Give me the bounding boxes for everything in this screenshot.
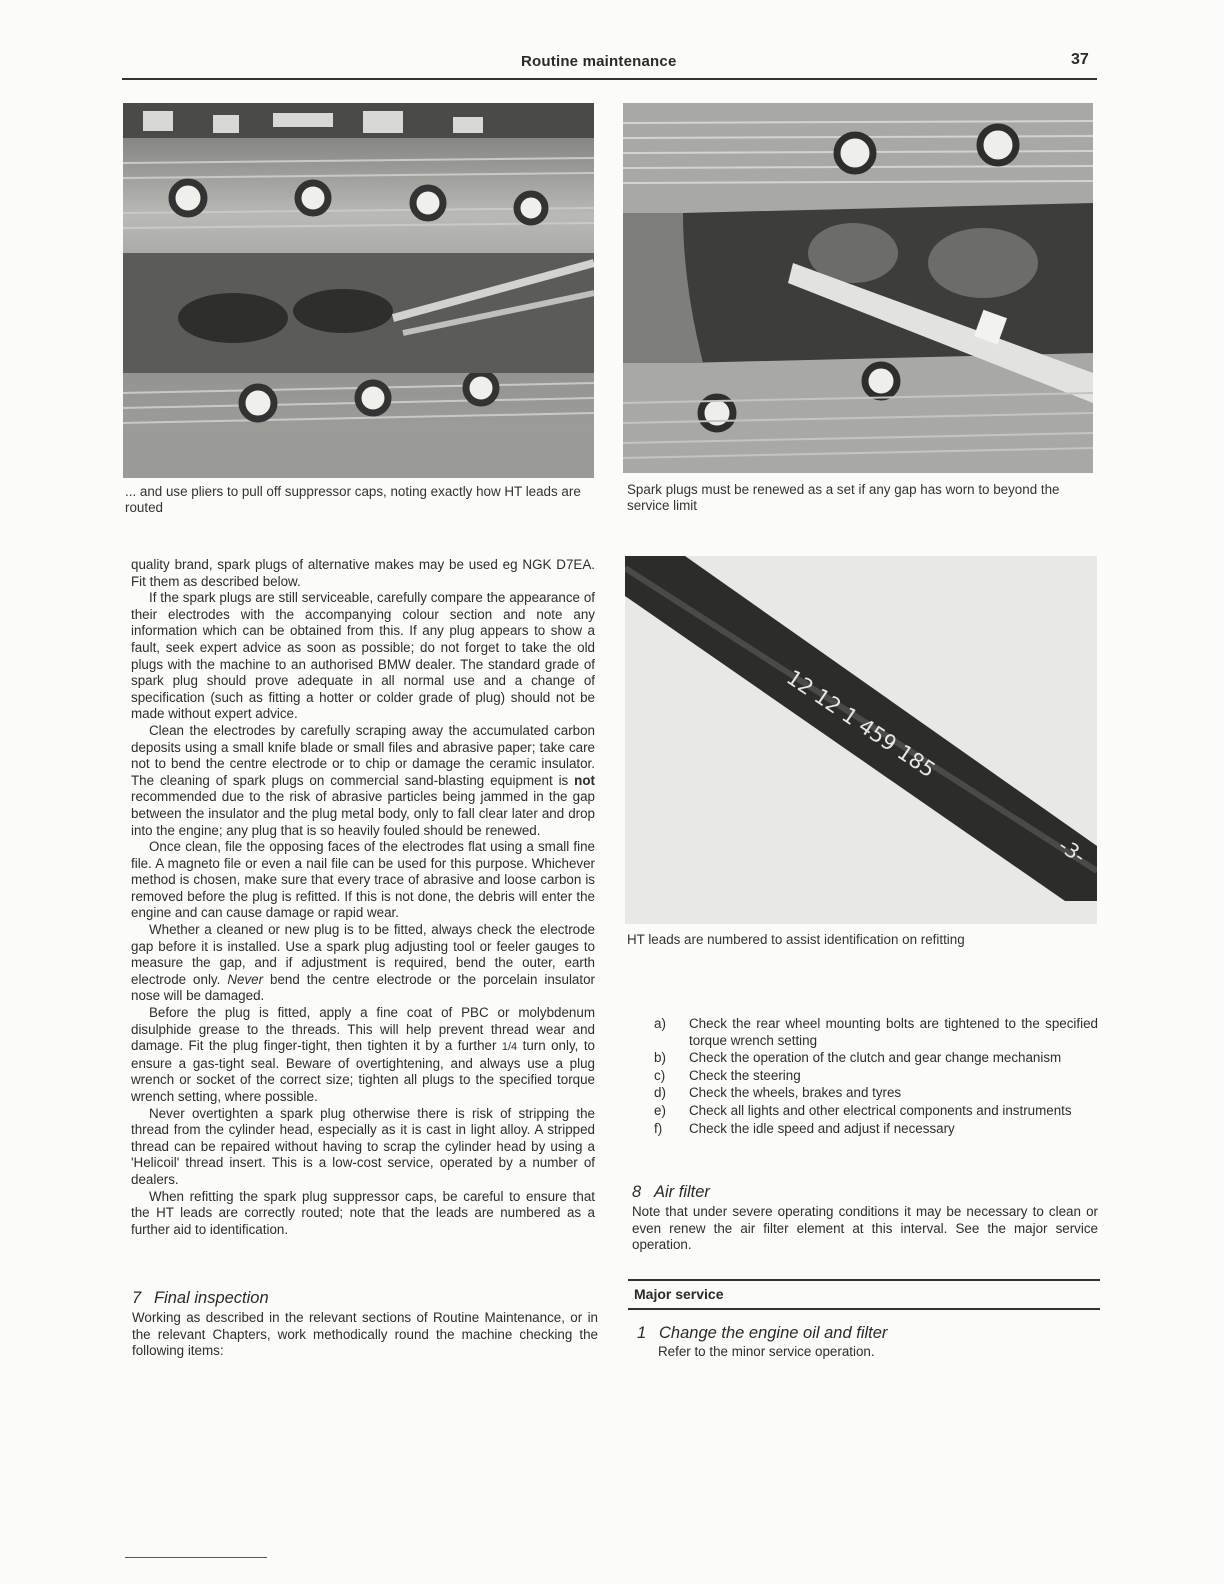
body-paragraph: quality brand, spark plugs of alternative makes may be used eg NGK D7EA. Fit them as described below. [131, 557, 595, 589]
footnote-rule [125, 1557, 267, 1558]
air-filter-text: Note that under severe operating conditions it may be necessary to clean or even renew the air filter element at this interval. See the major service operation. [632, 1204, 1098, 1253]
body-paragraph: If the spark plugs are still serviceable, carefully compare the appearance of their electrodes with the accompanying colour section and note any information which can be obtained from this. If any plug appears to show a fault, seek expert advice as soon as possible; do not forget to take the old plugs with the machine to an authorised BMW dealer. The standard grade of spark plug should prove adequate in all normal use and a change of specification (such as fitting a hotter or colder grade of plug) should not be made without expert advice. [131, 590, 595, 722]
body-text-column [131, 557, 595, 1238]
page-number: 37 [1071, 51, 1089, 68]
list-item: d) Check the wheels, brakes and tyres [654, 1085, 902, 1101]
body-paragraph: Before the plug is fitted, apply a fine coat of PBC or molybdenum disulphide grease to the threads. This will help prevent thread wear and damage. Fit the plug finger-tight, then tighten it by a further 1/4 turn only, to ensure a gas-tight seal. Beware of overtightening, and always use a plug wrench or socket of the correct size; tighten all plugs to the specified torque wrench setting, where possible. [131, 1005, 595, 1104]
lead-number-label: 12 12 1 459 185 [782, 665, 940, 783]
major-service-rule-bottom [628, 1308, 1100, 1310]
heading-change-engine-oil: 1 Change the engine oil and filter [637, 1324, 888, 1342]
running-header-title: Routine maintenance [521, 53, 677, 70]
list-item: e) Check all lights and other electrical components and instruments [654, 1102, 1072, 1118]
fraction: 1/4 [501, 1041, 518, 1054]
list-item: b) Check the operation of the clutch and gear change mechanism [654, 1050, 1062, 1066]
list-item: c) Check the steering [654, 1067, 801, 1083]
heading-air-filter: 8 Air filter [632, 1183, 710, 1201]
photo-spark-plug-removal [623, 103, 1093, 473]
body-paragraph: Whether a cleaned or new plug is to be fitted, always check the electrode gap before it is installed. Use a spark plug adjusting tool or feeler gauges to measure the gap, and if adjustment is required, bend the outer, earth electrode only. Never bend the centre electrode or the porcelain insulator nose will be damaged. [131, 922, 595, 1004]
final-inspection-checklist [654, 1016, 1098, 1138]
body-paragraph: Once clean, file the opposing faces of the electrodes flat using a small fine file. A magneto file or even a nail file can be used for this purpose. Whichever method is chosen, make sure that every trace of abrasive and loose carbon is removed before the plug is refitted. If this is not done, the debris will enter the engine and can cause damage or rapid wear. [131, 839, 595, 921]
caption-pliers: ... and use pliers to pull off suppressor caps, noting exactly how HT leads are routed [125, 484, 581, 515]
header-rule [122, 78, 1097, 80]
lead-suffix-label: -3- [1054, 833, 1091, 869]
change-oil-text: Refer to the minor service operation. [658, 1344, 875, 1359]
caption-spark-plugs: Spark plugs must be renewed as a set if any gap has worn to beyond the service limit [627, 482, 1060, 513]
major-service-heading: Major service [634, 1286, 724, 1302]
list-item: f) Check the idle speed and adjust if necessary [654, 1120, 955, 1136]
photo-numbered-ht-lead [625, 556, 1097, 924]
photo-pliers-suppressor-caps [123, 103, 594, 478]
list-item: a) Check the rear wheel mounting bolts are tightened to the specified torque wrench setting [654, 1016, 1098, 1048]
caption-ht-leads: HT leads are numbered to assist identification on refitting [627, 932, 965, 947]
body-paragraph: Never overtighten a spark plug otherwise there is risk of stripping the thread from the cylinder head, especially as it is cast in light alloy. A stripped thread can be repaired without having to scrap the cylinder head by using a 'Helicoil' thread insert. This is a low-cost service, operated by a number of dealers. [131, 1105, 595, 1187]
final-inspection-text: Working as described in the relevant sections of Routine Maintenance, or in the relevant Chapters, work methodically round the machine checking the following items: [132, 1310, 598, 1359]
heading-final-inspection: 7 Final inspection [132, 1289, 269, 1307]
major-service-rule-top [628, 1279, 1100, 1281]
body-paragraph: Clean the electrodes by carefully scraping away the accumulated carbon deposits using a small knife blade or small files and abrasive paper; take care not to bend the centre electrode or to chip or damage the ceramic insulator. The cleaning of spark plugs on commercial sand-blasting equipment is not recommended due to the risk of abrasive particles being jammed in the gap between the insulator and the plug metal body, only to fall clear later and drop into the engine; any plug that is so heavily fouled should be renewed. [131, 722, 595, 838]
body-paragraph: When refitting the spark plug suppressor caps, be careful to ensure that the HT leads are correctly routed; note that the leads are numbered as a further aid to identification. [131, 1188, 595, 1237]
